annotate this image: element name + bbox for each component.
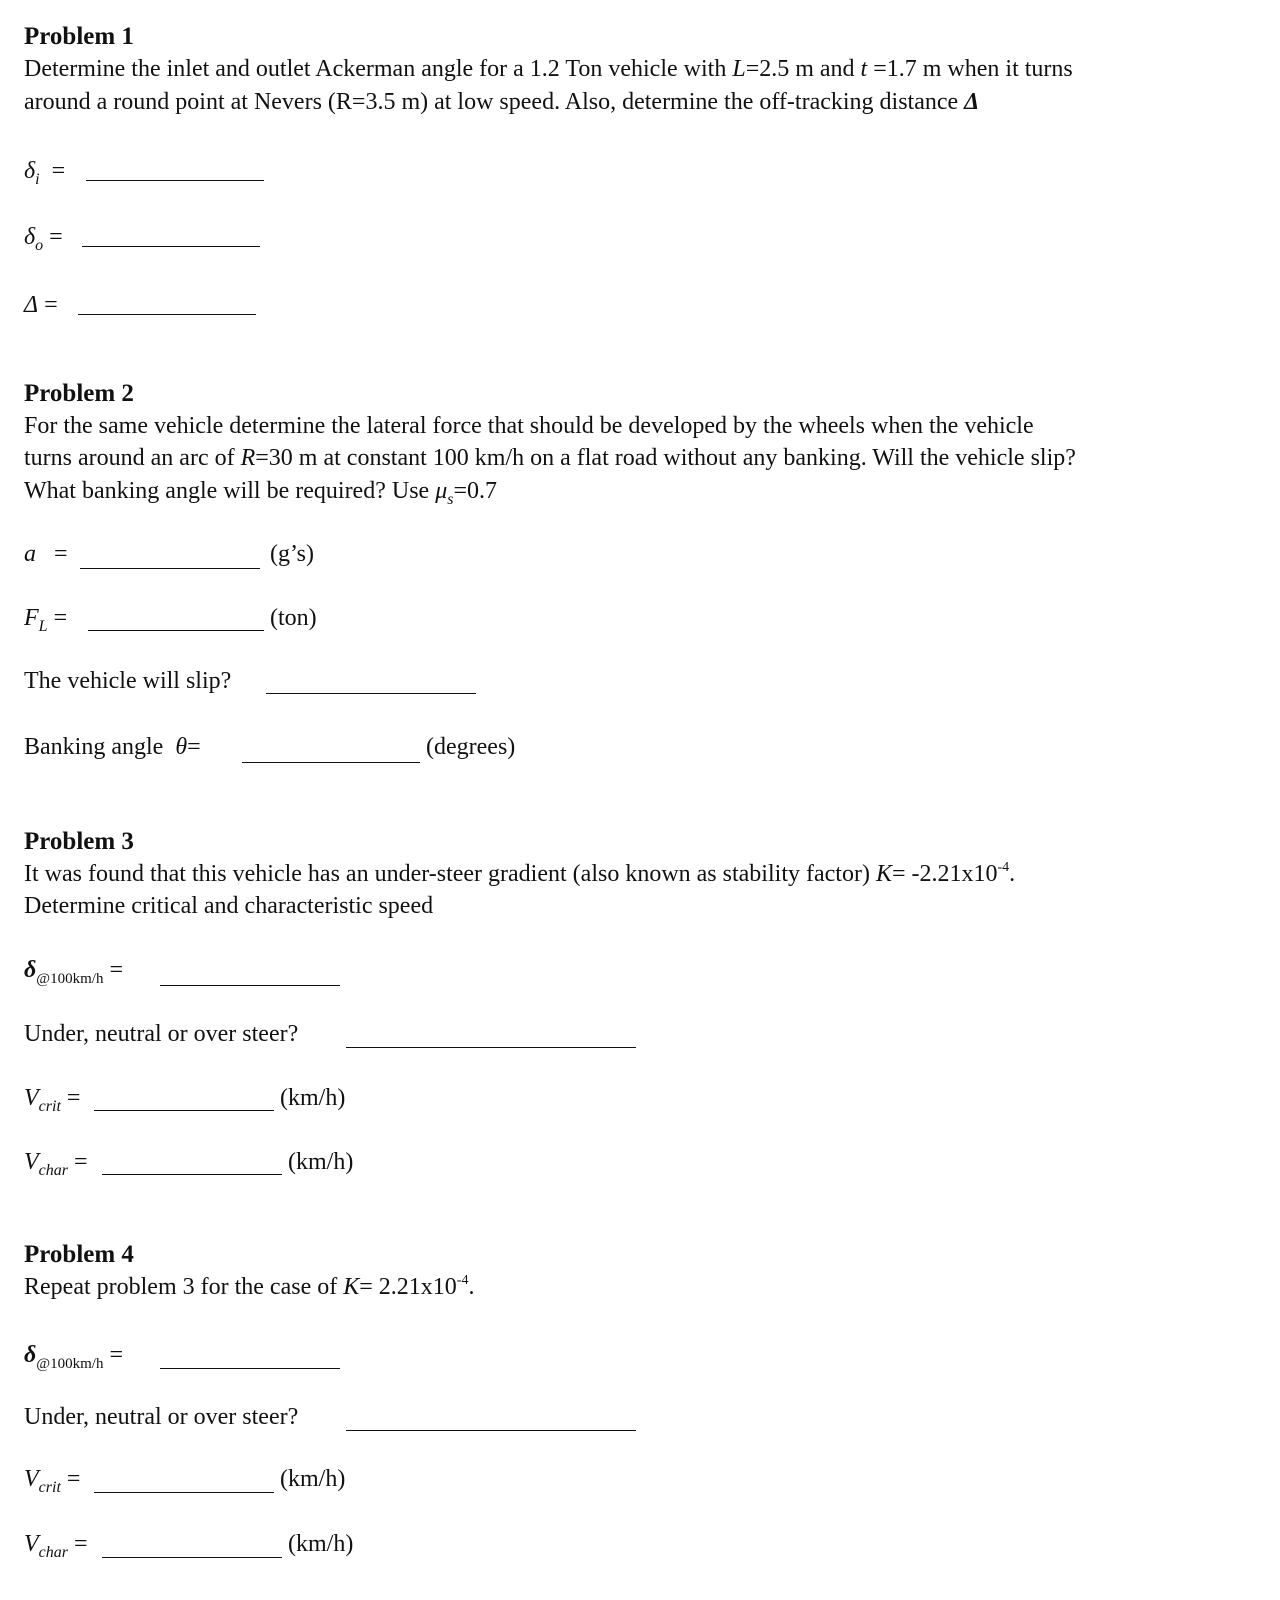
problem-4-statement: Repeat problem 3 for the case of $K= 2.21x10^{-4}$.: [24, 1273, 475, 1300]
critical-speed-answer-blank[interactable]: [94, 1110, 274, 1111]
critical-speed-unit: (km/h): [280, 1085, 346, 1111]
p4-characteristic-speed-unit: (km/h): [288, 1531, 354, 1557]
critical-speed-label: $V_{crit}$ =: [24, 1085, 81, 1115]
outer-angle-label: $\delta_o$ =: [24, 224, 63, 254]
banking-angle-answer-blank[interactable]: [242, 762, 420, 763]
inner-angle-answer-blank[interactable]: [86, 180, 264, 181]
p4-critical-speed-unit: (km/h): [280, 1466, 346, 1492]
characteristic-speed-unit: (km/h): [288, 1149, 354, 1175]
offtracking-label: Δ =: [24, 292, 58, 318]
p4-critical-speed-label: $V_{crit}$ =: [24, 1466, 81, 1496]
lateral-force-label: $F_L$ =: [24, 605, 68, 635]
lateral-force-unit: (ton): [270, 605, 317, 631]
outer-angle-answer-blank[interactable]: [82, 246, 260, 247]
offtracking-answer-blank[interactable]: [78, 314, 256, 315]
problem-2-title: Problem 2: [24, 380, 134, 407]
problem-2-statement-line-3: What banking angle will be required? Use $\mu_s=0.7$: [24, 478, 498, 508]
steer-type-question: Under, neutral or over steer?: [24, 1021, 299, 1047]
banking-angle-label: Banking angle θ=: [24, 734, 201, 760]
p4-steer-type-question: Under, neutral or over steer?: [24, 1404, 299, 1430]
problem-2-statement-line-1: For the same vehicle determine the lateral force that should be developed by the wheels when the vehicle: [24, 413, 1034, 439]
problem-1-statement-line-1: Determine the inlet and outlet Ackerman angle for a 1.2 Ton vehicle with L=2.5 m and t =1.7 m when it turns: [24, 56, 1073, 82]
inner-angle-label: $\delta_i$ =: [24, 158, 66, 188]
problem-1-statement-line-2: around a round point at Nevers (R=3.5 m) at low speed. Also, determine the off-tracking distance Δ: [24, 89, 980, 115]
problem-2-statement-line-2: turns around an arc of R=30 m at constant 100 km/h on a flat road without any banking. Will the vehicle slip?: [24, 445, 1076, 471]
acceleration-unit: (g’s): [270, 541, 314, 567]
p4-characteristic-speed-label: $V_{char}$ =: [24, 1531, 88, 1561]
steer-type-answer-blank[interactable]: [346, 1047, 636, 1048]
p4-steer-angle-answer-blank[interactable]: [160, 1368, 340, 1369]
characteristic-speed-label: $V_{char}$ =: [24, 1149, 88, 1179]
slip-answer-blank[interactable]: [266, 693, 476, 694]
steer-angle-answer-blank[interactable]: [160, 985, 340, 986]
p4-steer-angle-label: $\delta_{@100km/h}$ =: [24, 1342, 123, 1372]
lateral-force-answer-blank[interactable]: [88, 630, 264, 631]
p4-critical-speed-answer-blank[interactable]: [94, 1492, 274, 1493]
characteristic-speed-answer-blank[interactable]: [102, 1174, 282, 1175]
problem-1-title: Problem 1: [24, 23, 134, 50]
slip-question: The vehicle will slip?: [24, 668, 232, 694]
steer-angle-label: $\delta_{@100km/h}$ =: [24, 957, 123, 987]
acceleration-answer-blank[interactable]: [80, 568, 260, 569]
problem-3-title: Problem 3: [24, 828, 134, 855]
problem-4-title: Problem 4: [24, 1241, 134, 1268]
p4-characteristic-speed-answer-blank[interactable]: [102, 1557, 282, 1558]
problem-3-statement-line-2: Determine critical and characteristic speed: [24, 893, 434, 919]
banking-angle-unit: (degrees): [426, 734, 516, 760]
p4-steer-type-answer-blank[interactable]: [346, 1430, 636, 1431]
acceleration-label: a =: [24, 541, 68, 567]
problem-3-statement-line-1: It was found that this vehicle has an under-steer gradient (also known as stability factor) $K= -2.21x10^{-4}$.: [24, 860, 1016, 887]
